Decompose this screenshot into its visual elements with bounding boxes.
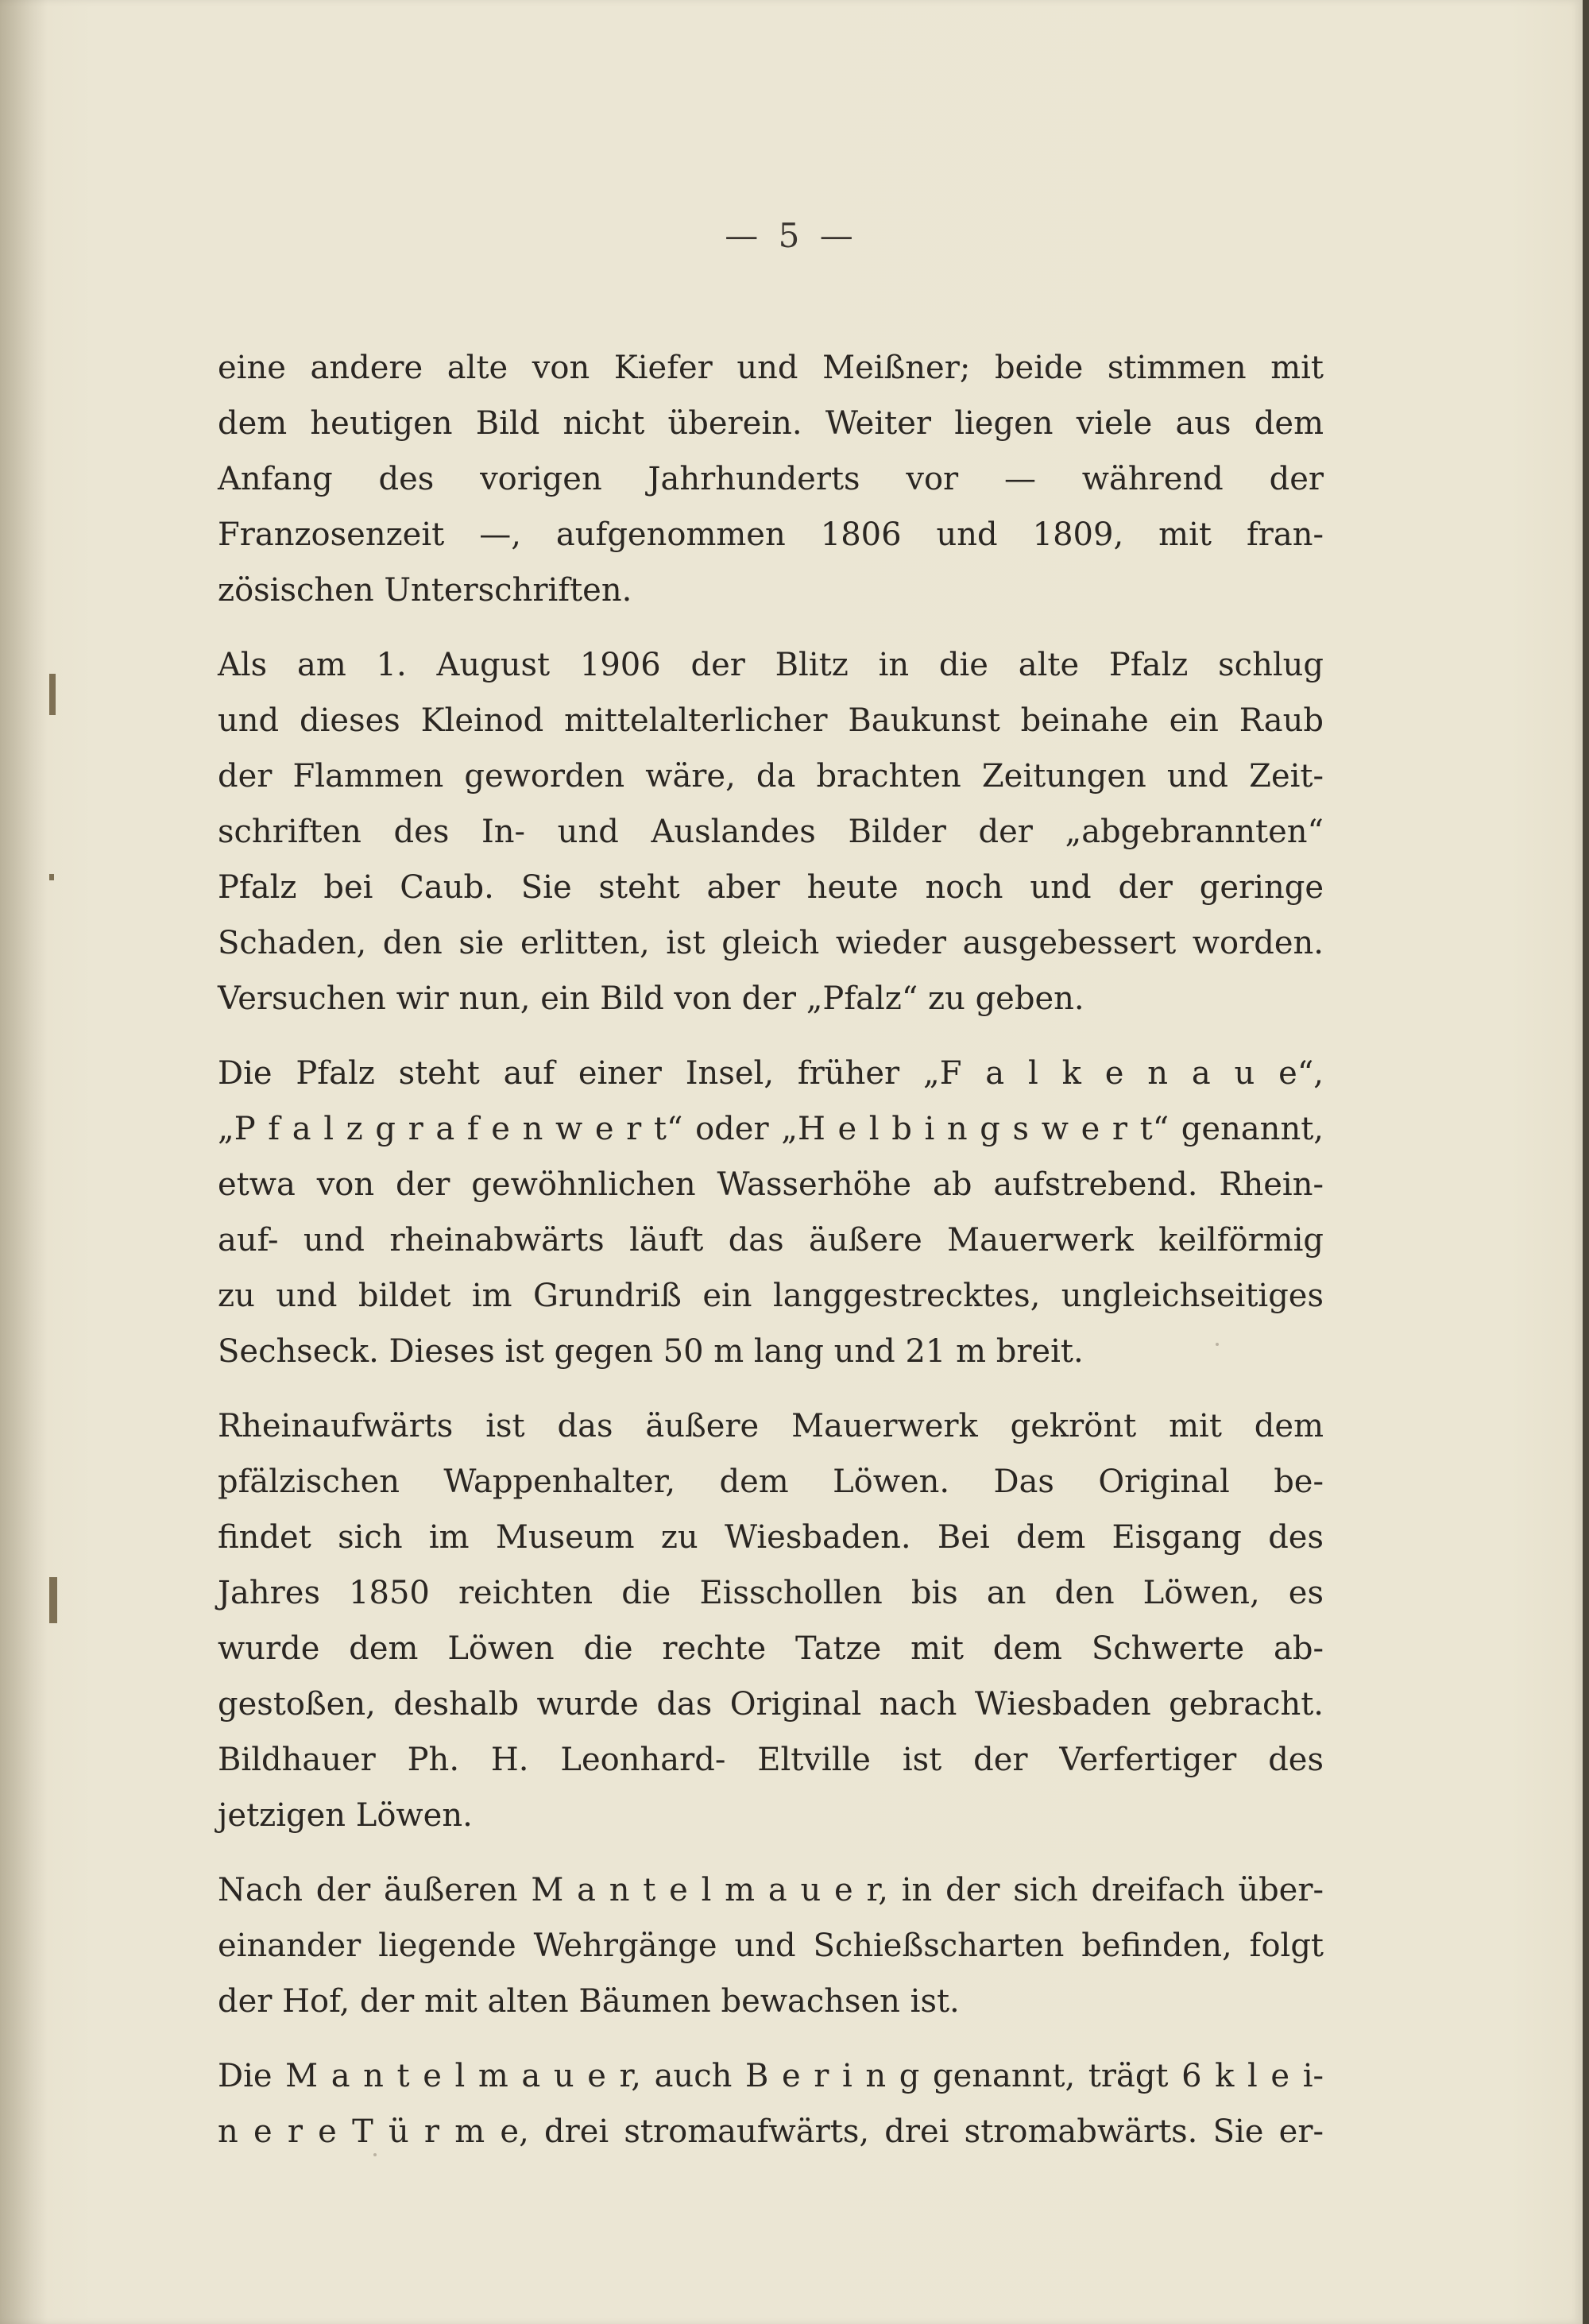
binding-shadow [0, 0, 48, 2324]
text-line: Schaden, den sie erlitten, ist gleich wieder ausgebessert worden. [218, 925, 1324, 961]
paragraph-1 [218, 340, 1324, 618]
text-line: dem heutigen Bild nicht überein. Weiter liegen viele aus dem [218, 405, 1324, 442]
paragraph-4 [218, 1398, 1324, 1843]
body-text [218, 340, 1324, 2160]
text-line: Franzosenzeit —, aufgenommen 1806 und 1809, mit fran- [218, 516, 1324, 553]
text-line: Versuchen wir nun, ein Bild von der „Pfalz“ zu geben. [218, 980, 1084, 1017]
text-line: findet sich im Museum zu Wiesbaden. Bei dem Eisgang des [218, 1519, 1324, 1556]
text-line: Anfang des vorigen Jahrhunderts vor — während der [218, 461, 1324, 497]
text-line: Als am 1. August 1906 der Blitz in die alte Pfalz schlug [218, 647, 1324, 683]
text-line: wurde dem Löwen die rechte Tatze mit dem Schwerte ab- [218, 1630, 1324, 1667]
text-line: Rheinaufwärts ist das äußere Mauerwerk gekrönt mit dem [218, 1408, 1324, 1444]
margin-mark-upper [49, 674, 56, 715]
text-line: Sechseck. Dieses ist gegen 50 m lang und 21 m breit. [218, 1333, 1084, 1370]
text-line: Die M a n t e l m a u e r, auch B e r i n g genannt, trägt 6 k l e i- [218, 2058, 1324, 2094]
text-line: der Flammen geworden wäre, da brachten Zeitungen und Zeit- [218, 758, 1324, 795]
text-line: etwa von der gewöhnlichen Wasserhöhe ab aufstrebend. Rhein- [218, 1166, 1324, 1203]
text-line: zu und bildet im Grundriß ein langgestrecktes, ungleichseitiges [218, 1278, 1324, 1314]
text-line: n e r e T ü r m e, drei stromaufwärts, drei stromabwärts. Sie er- [218, 2113, 1324, 2150]
text-line: „P f a l z g r a f e n w e r t“ oder „H e l b i n g s w e r t“ genannt, [218, 1111, 1324, 1147]
text-line: Nach der äußeren M a n t e l m a u e r, in der sich dreifach über- [218, 1872, 1324, 1908]
margin-mark-lower [49, 1577, 57, 1623]
paragraph-2 [218, 637, 1324, 1027]
margin-mark-small [49, 874, 54, 880]
text-line: auf- und rheinabwärts läuft das äußere Mauerwerk keilförmig [218, 1222, 1324, 1259]
text-line: jetzigen Löwen. [218, 1797, 473, 1834]
text-line: gestoßen, deshalb wurde das Original nach Wiesbaden gebracht. [218, 1686, 1324, 1723]
text-line: Jahres 1850 reichten die Eisschollen bis an den Löwen, es [218, 1575, 1324, 1611]
text-line: zösischen Unterschriften. [218, 572, 632, 609]
text-line: und dieses Kleinod mittelalterlicher Baukunst beinahe ein Raub [218, 702, 1324, 739]
text-line: Bildhauer Ph. H. Leonhard- Eltville ist der Verfertiger des [218, 1742, 1324, 1778]
text-line: eine andere alte von Kiefer und Meißner; beide stimmen mit [218, 350, 1324, 386]
paragraph-5 [218, 1862, 1324, 2029]
paragraph-6 [218, 2048, 1324, 2160]
text-line: einander liegende Wehrgänge und Schießscharten befinden, folgt [218, 1928, 1324, 1964]
text-line: Die Pfalz steht auf einer Insel, früher „F a l k e n a u e“, [218, 1055, 1324, 1092]
text-line: Pfalz bei Caub. Sie steht aber heute noch und der geringe [218, 869, 1324, 906]
text-line: der Hof, der mit alten Bäumen bewachsen ist. [218, 1983, 960, 2020]
page-number: — 5 — [725, 216, 858, 255]
text-line: schriften des In- und Auslandes Bilder der „abgebrannten“ [218, 814, 1324, 850]
text-line: pfälzischen Wappenhalter, dem Löwen. Das Original be- [218, 1464, 1324, 1500]
paragraph-3 [218, 1046, 1324, 1379]
